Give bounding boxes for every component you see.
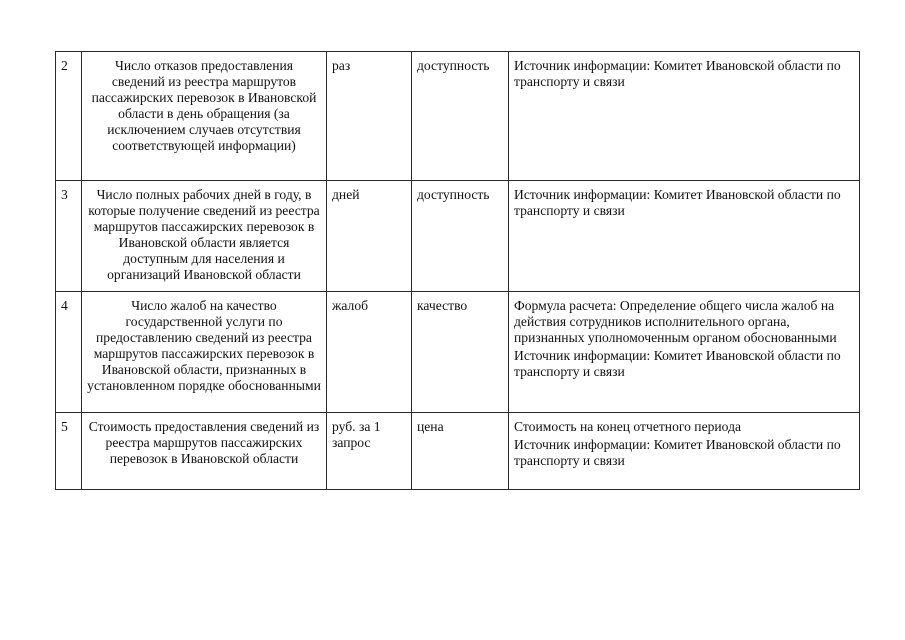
method-and-source	[509, 413, 860, 490]
unit-of-measure: дней	[327, 181, 412, 292]
row-number: 3	[56, 181, 82, 292]
method-and-source	[509, 52, 860, 181]
unit-of-measure: раз	[327, 52, 412, 181]
indicator-type: цена	[412, 413, 509, 490]
indicator-name: Число полных рабочих дней в году, в которые получение сведений из реестра маршрутов пассажирских перевозок в Ивановской области является доступным для населения и организаций Ивановской области	[82, 181, 327, 292]
indicator-name: Число жалоб на качество государственной услуги по предоставлению сведений из реестра маршрутов пассажирских перевозок в Ивановской области, признанных в установленном порядке обоснованными	[82, 292, 327, 413]
source-text: Источник информации: Комитет Ивановской области по транспорту и связи	[514, 58, 841, 89]
row-number: 5	[56, 413, 82, 490]
indicator-name: Стоимость предоставления сведений из реестра маршрутов пассажирских перевозок в Ивановской области	[82, 413, 327, 490]
indicator-type: качество	[412, 292, 509, 413]
indicator-type: доступность	[412, 52, 509, 181]
table-row	[56, 413, 860, 490]
row-number: 4	[56, 292, 82, 413]
row-number: 2	[56, 52, 82, 181]
source-text: Источник информации: Комитет Ивановской области по транспорту и связи	[514, 437, 841, 468]
method-and-source	[509, 181, 860, 292]
table-row	[56, 292, 860, 413]
table-row	[56, 52, 860, 181]
indicator-type: доступность	[412, 181, 509, 292]
table-row	[56, 181, 860, 292]
source-text: Источник информации: Комитет Ивановской области по транспорту и связи	[514, 187, 841, 218]
indicator-name: Число отказов предоставления сведений из реестра маршрутов пассажирских перевозок в Ивановской области в день обращения (за исключением случаев отсутствия соответствующей информации)	[82, 52, 327, 181]
unit-of-measure: руб. за 1 запрос	[327, 413, 412, 490]
indicators-table	[55, 51, 860, 490]
method-text: Стоимость на конец отчетного периода	[514, 419, 742, 434]
unit-of-measure: жалоб	[327, 292, 412, 413]
method-and-source	[509, 292, 860, 413]
formula-text: Формула расчета: Определение общего числа жалоб на действия сотрудников исполнительного органа, признанных уполномоченным органом обоснованными	[514, 298, 837, 345]
source-text: Источник информации: Комитет Ивановской области по транспорту и связи	[514, 348, 841, 379]
